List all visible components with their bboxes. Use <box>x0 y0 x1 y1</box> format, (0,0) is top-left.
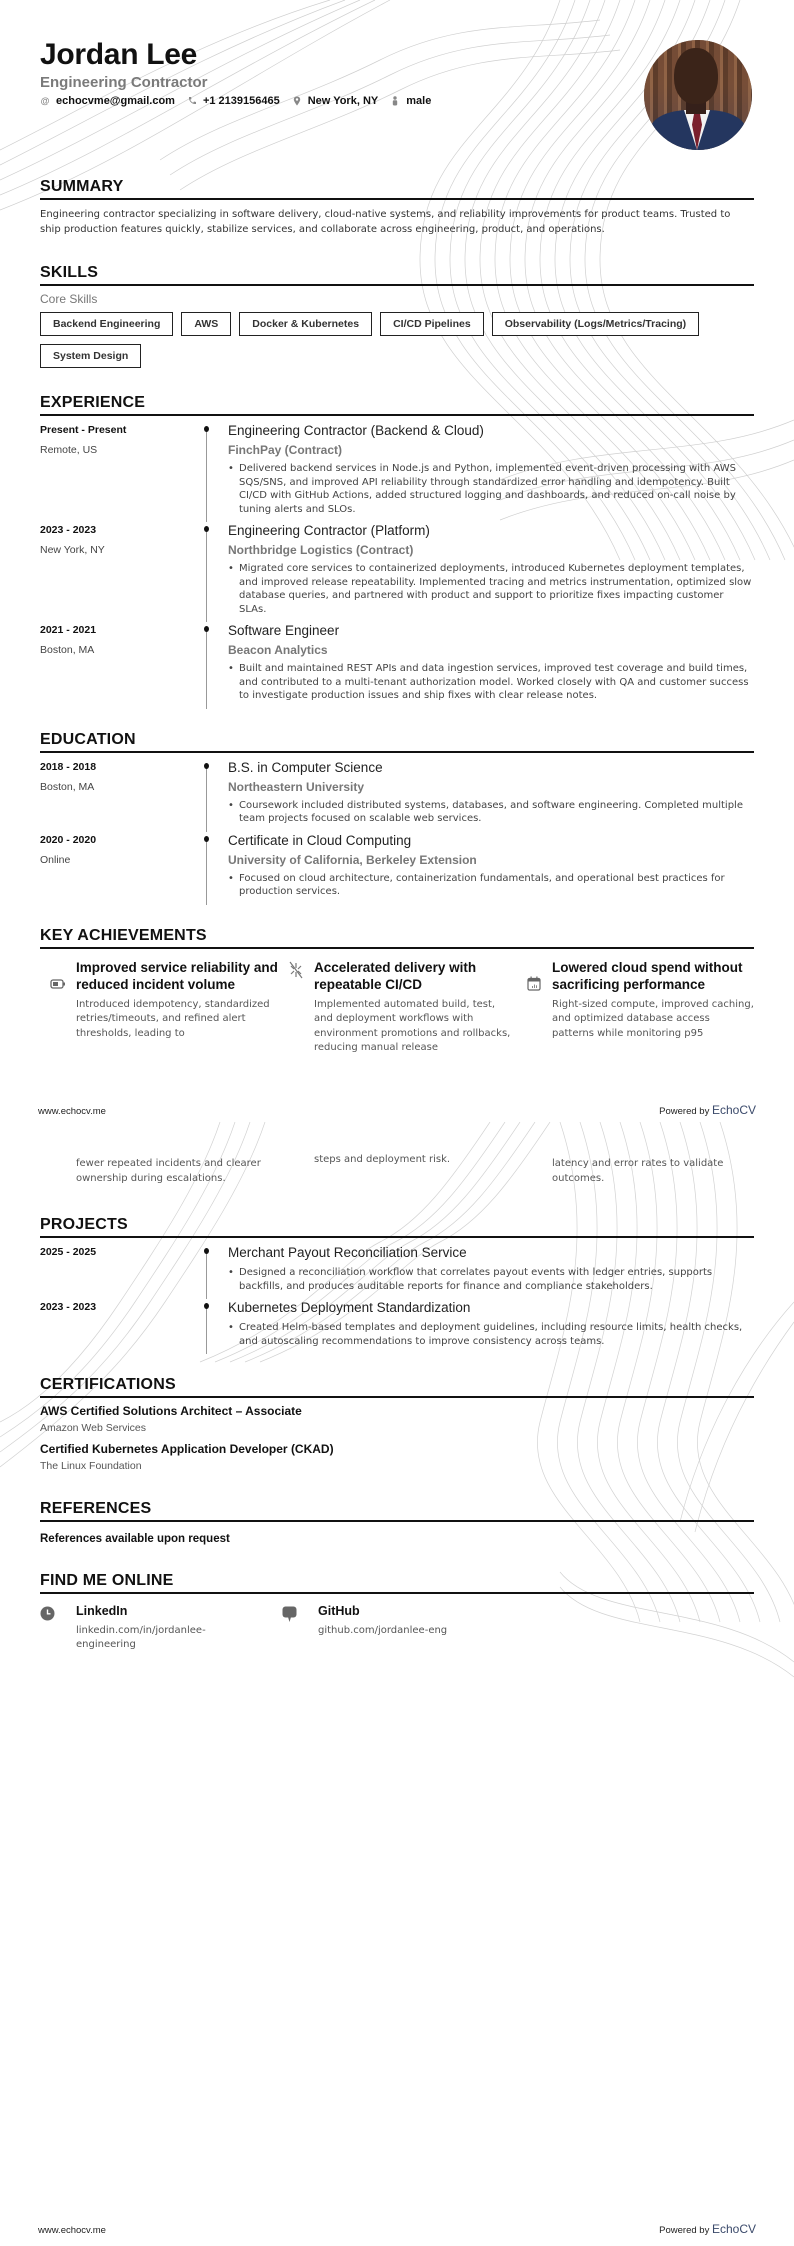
achievement-item <box>516 959 754 1056</box>
phone-icon <box>187 96 197 106</box>
candidate-name: Jordan Lee <box>40 38 198 71</box>
resume-page-2 <box>0 1122 794 2246</box>
no-sync-icon <box>278 959 314 1009</box>
skill-tag: CI/CD Pipelines <box>380 312 484 336</box>
achievement-desc: Right-sized compute, improved caching, and optimized database access patterns while monitoring p95 <box>552 998 754 1039</box>
education-dates: 2018 - 2018 <box>40 760 97 773</box>
skill-tag: Backend Engineering <box>40 312 173 336</box>
experience-role: Software Engineer <box>228 623 340 638</box>
project-name: Kubernetes Deployment Standardization <box>228 1300 471 1315</box>
section-title-skills: SKILLS <box>40 264 754 286</box>
certification-name: AWS Certified Solutions Architect – Associate <box>40 1404 302 1418</box>
experience-role: Engineering Contractor (Platform) <box>228 523 430 538</box>
experience-item <box>40 622 754 709</box>
achievements-section <box>40 927 754 1056</box>
experience-company: Northbridge Logistics (Contract) <box>228 543 414 557</box>
online-profile-linkedin[interactable] <box>40 1604 282 1652</box>
resume-header <box>0 0 794 170</box>
project-bullet: • Designed a reconciliation workflow that correlates payout events with ledger entries, supports backfills, and produces auditable reports for finance and compliance stakeholders. <box>228 1266 754 1293</box>
certifications-section <box>40 1376 754 1472</box>
contact-gender <box>390 95 431 107</box>
footer-site-link[interactable]: www.echocv.me <box>38 1106 106 1117</box>
online-url[interactable]: github.com/jordanlee-eng <box>318 1625 448 1636</box>
email-text: echocvme@gmail.com <box>56 95 175 107</box>
page-footer <box>38 1103 756 1117</box>
experience-location: New York, NY <box>40 544 105 556</box>
project-dates: 2023 - 2023 <box>40 1301 97 1313</box>
skill-tag-list <box>40 312 760 368</box>
achievement-desc-continued: latency and error rates to validate outcomes. <box>552 1158 724 1184</box>
clock-icon <box>40 1604 76 1652</box>
experience-role: Engineering Contractor (Backend & Cloud) <box>228 423 484 438</box>
experience-company: FinchPay (Contract) <box>228 443 343 457</box>
experience-item <box>40 422 754 522</box>
education-school: Northeastern University <box>228 779 365 794</box>
location-text: New York, NY <box>307 95 379 107</box>
timeline-dot-icon <box>204 763 209 769</box>
education-location: Online <box>40 853 71 866</box>
achievements-continued <box>40 1154 754 1186</box>
education-bullet: • Coursework included distributed systems, databases, and software engineering. Completed multiple team projects focused on scalable web services. <box>228 799 754 826</box>
online-url[interactable]: linkedin.com/in/jordanlee-engineering <box>76 1625 206 1650</box>
skill-tag: Observability (Logs/Metrics/Tracing) <box>492 312 699 336</box>
contact-location <box>292 95 379 107</box>
footer-site-link[interactable]: www.echocv.me <box>38 2225 106 2236</box>
timeline-dot-icon <box>204 526 209 532</box>
footer-powered-by <box>659 2222 756 2236</box>
experience-dates: 2023 - 2023 <box>40 524 97 536</box>
timeline-dot-icon <box>204 1248 209 1254</box>
powered-by-label: Powered by <box>659 1106 710 1117</box>
achievement-item <box>278 959 516 1056</box>
project-item <box>40 1244 754 1299</box>
experience-bullet: • Delivered backend services in Node.js and Python, implemented event-driven processing with AWS SQS/SNS, and improved API reliability through standardized error handling and idempotency. Built CI/CD with GitHub Actions, added structured logging and dashboards, and reduced on-call noise by tuning alerts and SLOs. <box>228 462 754 516</box>
experience-location: Boston, MA <box>40 644 95 656</box>
section-title-certifications: CERTIFICATIONS <box>40 1376 754 1398</box>
certification-issuer: The Linux Foundation <box>40 1460 142 1472</box>
skills-subtitle: Core Skills <box>40 292 98 306</box>
section-title-references: REFERENCES <box>40 1500 754 1522</box>
project-name: Merchant Payout Reconciliation Service <box>228 1245 467 1260</box>
online-section <box>40 1572 754 1652</box>
online-label: LinkedIn <box>76 1604 128 1618</box>
education-item <box>40 832 754 905</box>
timeline-dot-icon <box>204 426 209 432</box>
contact-email[interactable] <box>40 95 175 107</box>
phone-text: +1 2139156465 <box>202 95 280 107</box>
skill-tag: Docker & Kubernetes <box>239 312 372 336</box>
achievement-desc-continued: steps and deployment risk. <box>314 1154 451 1165</box>
section-title-summary: SUMMARY <box>40 178 754 200</box>
project-dates: 2025 - 2025 <box>40 1246 97 1258</box>
online-label: GitHub <box>318 1604 360 1618</box>
education-degree: B.S. in Computer Science <box>228 759 383 775</box>
education-bullet: • Focused on cloud architecture, containerization fundamentals, and operational best practices for production services. <box>228 872 754 899</box>
battery-icon <box>40 959 76 1009</box>
experience-bullet: • Migrated core services to containerized deployments, introduced Kubernetes deployment templates, and improved release repeatability. Implemented tracing and metrics instrumentation, optimized slow database queries, and partnered with product and support to prioritize fixes impacting customer SLAs. <box>228 562 754 616</box>
education-location: Boston, MA <box>40 780 95 793</box>
certification-name: Certified Kubernetes Application Developer (CKAD) <box>40 1442 334 1456</box>
achievement-item <box>40 959 278 1056</box>
experience-section <box>40 394 754 709</box>
achievement-title: Improved service reliability and reduced incident volume <box>76 959 278 992</box>
timeline-dot-icon <box>204 1303 209 1309</box>
project-bullet: • Created Helm-based templates and deployment guidelines, including resource limits, health checks, and autoscaling recommendations to improve consistency across teams. <box>228 1321 754 1348</box>
achievement-desc: Implemented automated build, test, and deployment workflows with environment promotions and rollbacks, reducing manual release <box>314 998 511 1053</box>
summary-section <box>40 178 754 237</box>
achievement-title: Lowered cloud spend without sacrificing performance <box>552 959 743 992</box>
gender-text: male <box>406 95 432 107</box>
online-profile-github[interactable] <box>282 1604 524 1652</box>
section-title-experience: EXPERIENCE <box>40 394 754 416</box>
contact-phone[interactable] <box>187 95 280 107</box>
achievement-desc-continued: fewer repeated incidents and clearer ownership during escalations. <box>76 1158 261 1184</box>
experience-company: Beacon Analytics <box>228 643 328 657</box>
education-section <box>40 731 754 905</box>
experience-dates: 2021 - 2021 <box>40 624 97 636</box>
footer-powered-by <box>659 1103 756 1117</box>
page-footer <box>38 2222 756 2236</box>
summary-text: Engineering contractor specializing in software delivery, cloud-native systems, and reliability improvements for product teams. Trusted to ship production features quickly, stabilize services, and collaborate across engineering, product, and operations. <box>40 209 731 235</box>
education-dates: 2020 - 2020 <box>40 833 97 846</box>
achievement-title: Accelerated delivery with repeatable CI/CD <box>314 959 477 992</box>
section-title-projects: PROJECTS <box>40 1216 754 1238</box>
profile-photo <box>644 40 752 150</box>
references-section <box>40 1500 754 1545</box>
skills-section <box>40 264 754 368</box>
experience-location: Remote, US <box>40 444 98 456</box>
section-title-education: EDUCATION <box>40 731 754 753</box>
location-pin-icon <box>292 96 302 106</box>
experience-item <box>40 522 754 622</box>
certification-issuer: Amazon Web Services <box>40 1422 147 1434</box>
candidate-title: Engineering Contractor <box>40 74 208 91</box>
speech-bubble-icon <box>282 1604 318 1652</box>
education-item <box>40 759 754 832</box>
resume-page-1 <box>0 0 794 1122</box>
projects-section <box>40 1216 754 1354</box>
skill-tag: System Design <box>40 344 141 368</box>
section-title-achievements: KEY ACHIEVEMENTS <box>40 927 754 949</box>
education-degree: Certificate in Cloud Computing <box>228 832 412 848</box>
experience-bullet: • Built and maintained REST APIs and data ingestion services, improved test coverage and build times, and contributed to a multi-tenant authorization model. Worked closely with QA and customer success to investigate production issues and ship fixes with clear release notes. <box>228 662 754 703</box>
timeline-dot-icon <box>204 836 209 842</box>
skill-tag: AWS <box>181 312 231 336</box>
experience-dates: Present - Present <box>40 424 127 436</box>
contact-row <box>40 95 431 107</box>
references-text: References available upon request <box>40 1533 230 1545</box>
powered-by-label: Powered by <box>659 2225 710 2236</box>
calendar-chart-icon <box>516 959 552 1009</box>
brand-name[interactable]: EchoCV <box>711 1103 756 1117</box>
achievement-desc: Introduced idempotency, standardized retries/timeouts, and refined alert thresholds, leading to <box>76 998 270 1039</box>
education-school: University of California, Berkeley Extension <box>228 852 477 867</box>
at-icon: @ <box>40 96 50 106</box>
project-item <box>40 1299 754 1354</box>
brand-name[interactable]: EchoCV <box>711 2222 756 2236</box>
person-icon <box>390 96 400 106</box>
timeline-dot-icon <box>204 626 209 632</box>
section-title-online: FIND ME ONLINE <box>40 1572 754 1594</box>
